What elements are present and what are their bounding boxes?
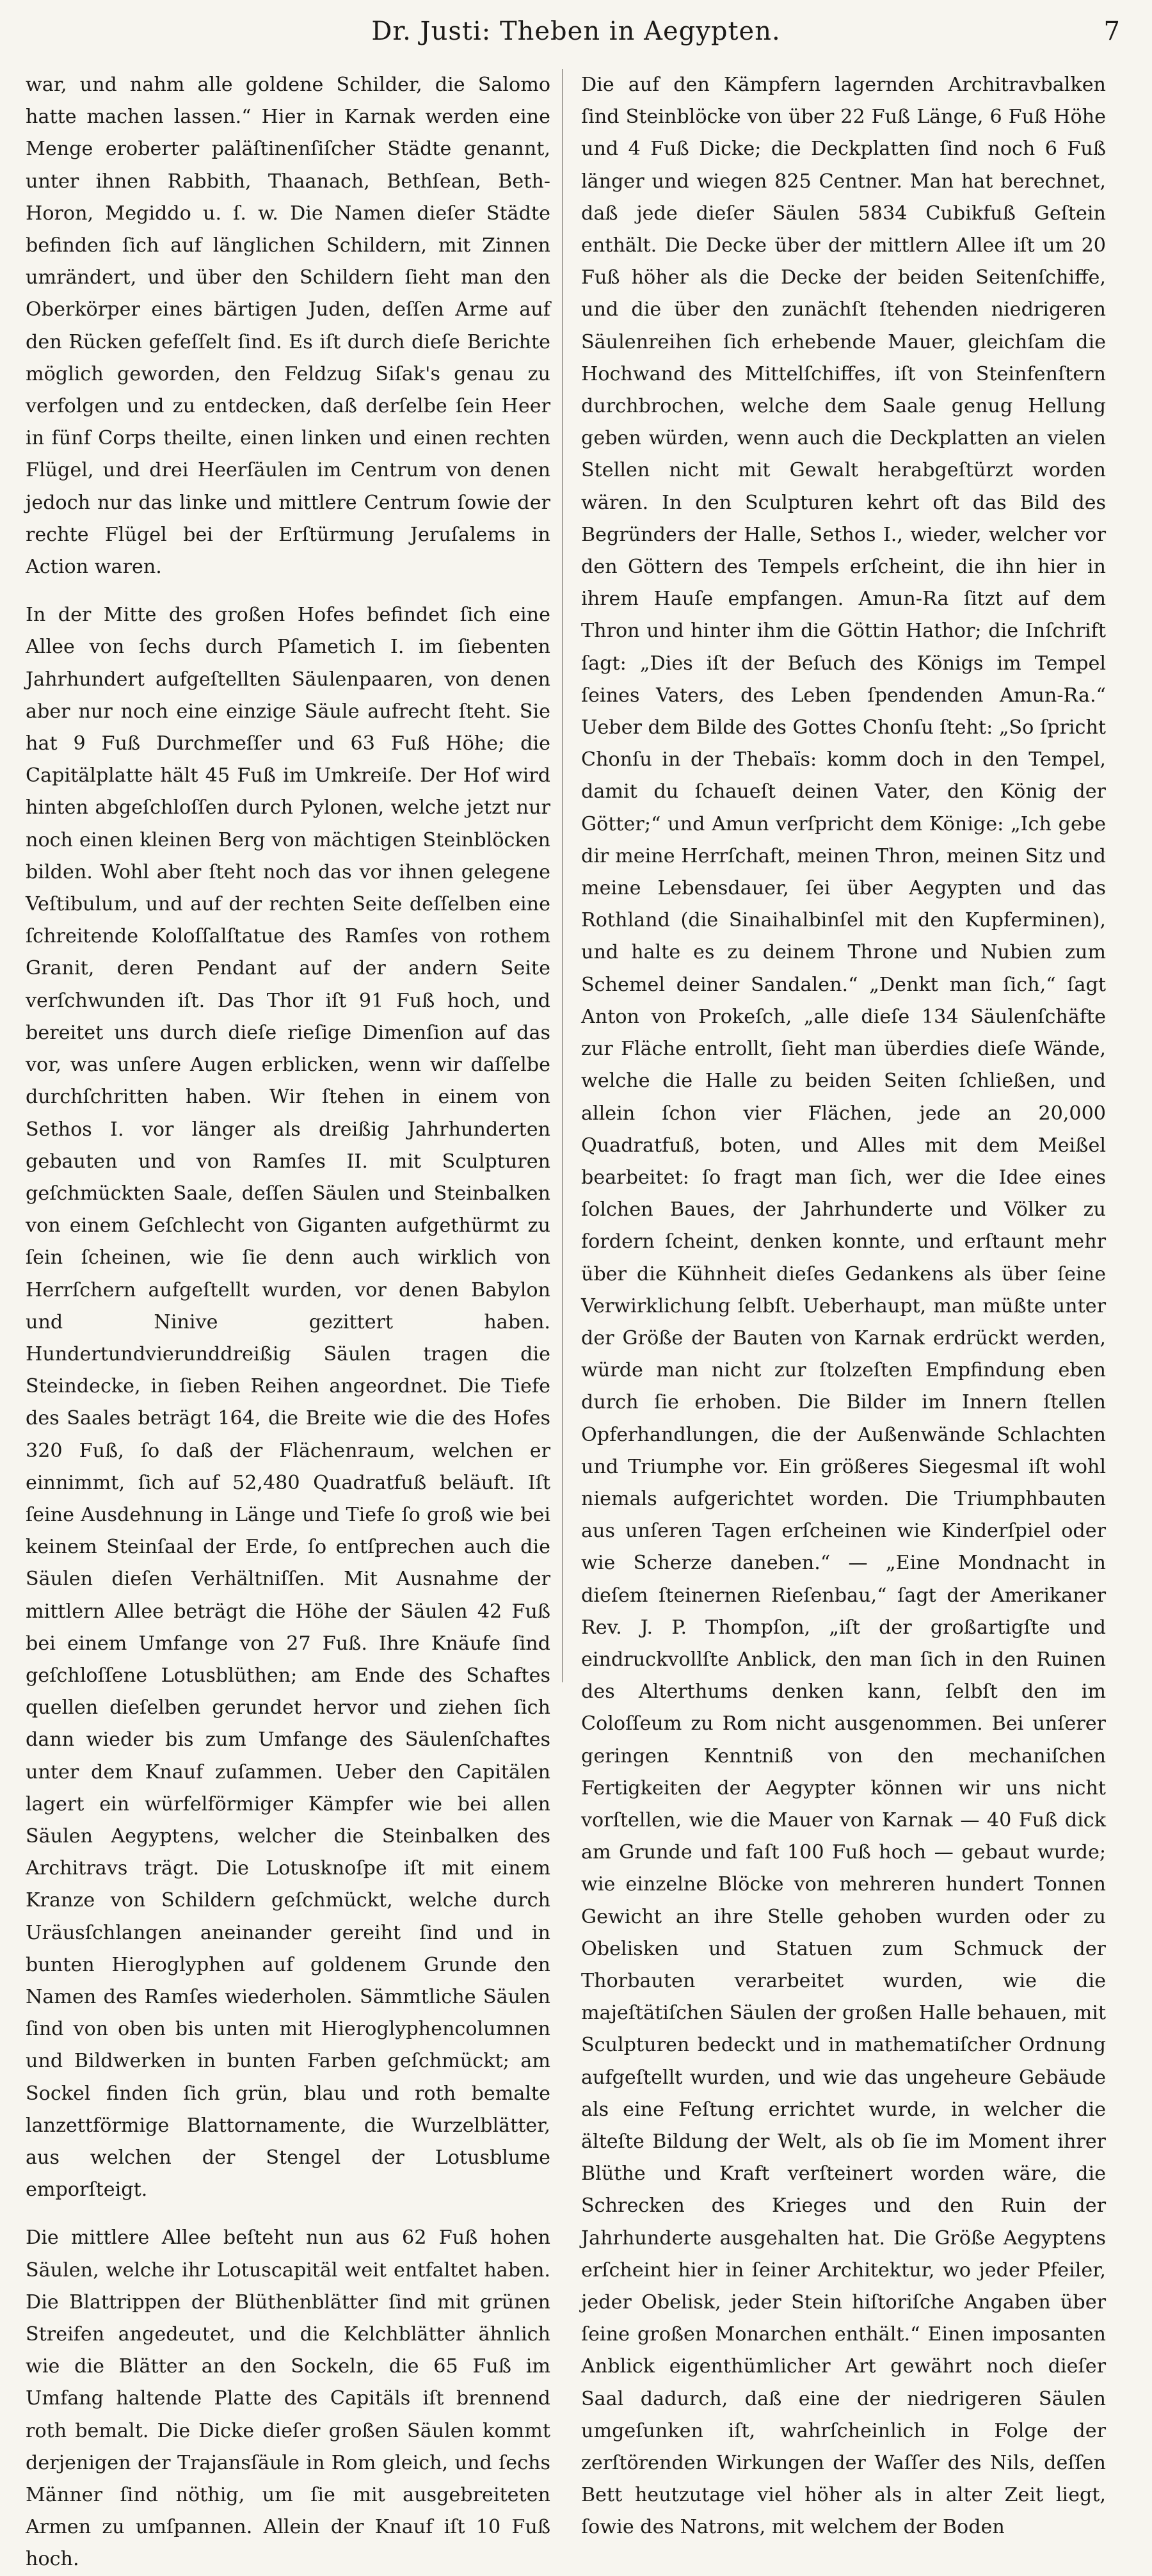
paragraph: In der Mitte des großen Hofes befindet ſich eine Allee von ſechs durch Pſametich I. im ſiebenten Jahrhundert aufgeſtellten Säulenpaaren, von denen aber nur noch eine einzige Säule aufrecht ſteht. Sie hat 9 Fuß Durchmeſſer und 63 Fuß Höhe; die Capitälplatte hält 45 Fuß im Umkreiſe. Der Hof wird hinten abgeſchloſſen durch Pylonen, welche jetzt nur noch einen kleinen Berg von mächtigen Steinblöcken bilden. Wohl aber ſteht noch das vor ihnen gelegene Veſtibulum, und auf der rechten Seite deſſelben eine ſchreitende Koloſſalſtatue des Ramſes von rothem Granit, deren Pendant auf der andern Seite verſchwunden iſt. Das Thor iſt 91 Fuß hoch, und bereitet uns durch dieſe rieſige Dimenſion auf das vor, was unſere Augen erblicken, wenn wir daſſelbe durchſchritten haben. Wir ſtehen in einem von Sethos I. vor länger als dreißig Jahrhunderten gebauten und von Ramſes II. mit Sculpturen geſchmückten Saale, deſſen Säulen und Steinbalken von einem Geſchlecht von Giganten aufgethürmt zu ſein ſcheinen, wie ſie denn auch wirklich von Herrſchern aufgeſtellt wurden, vor denen Babylon und Ninive gezittert haben. Hundertundvierunddreißig Säulen tragen die Steindecke, in ſieben Reihen angeordnet. Die Tiefe des Saales beträgt 164, die Breite wie die des Hofes 320 Fuß, ſo daß der Flächenraum, welchen er einnimmt, ſich auf 52,480 Quadratfuß beläuft. Iſt ſeine Ausdehnung in Länge und Tiefe ſo groß wie bei keinem Steinſaal der Erde, ſo entſprechen auch die Säulen dieſen Verhältniſſen. Mit Ausnahme der mittlern Allee beträgt die Höhe der Säulen 42 Fuß bei einem Umfange von 27 Fuß. Ihre Knäufe ſind geſchloſſene Lotusblüthen; am Ende des Schaftes quellen dieſelben gerundet hervor und ziehen ſich dann wieder bis zum Umfange des Säulenſchaftes unter dem Knauf zuſammen. Ueber den Capitälen lagert ein würfelförmiger Kämpfer wie bei allen Säulen Aegyptens, welcher die Steinbalken des Architravs trägt. Die Lotusknoſpe iſt mit einem Kranze von Schildern geſchmückt, welche durch Uräusſchlangen aneinander gereiht ſind und in bunten Hieroglyphen auf goldenem Grunde den Namen des Ramſes wiederholen. Sämmtliche Säulen ſind von oben bis unten mit Hieroglyphencolumnen und Bildwerken in bunten Farben geſchmückt; am Sockel finden ſich grün, blau und roth bemalte lanzettförmige Blattornamente, die Wurzelblätter, aus welchen der Stengel der Lotusblume emporſteigt.: [26, 604, 550, 2202]
right-column: [581, 69, 1106, 2544]
paragraph: war, und nahm alle goldene Schilder, die Salomo hatte machen lassen.“ Hier in Karnak werden eine Menge eroberter paläſtinenſiſcher Städte genannt, unter ihnen Rabbith, Thaanach, Bethſean, Beth-Horon, Megiddo u. ſ. w. Die Namen dieſer Städte befinden ſich auf länglichen Schildern, mit Zinnen umrändert, und über den Schildern ſieht man den Oberkörper eines bärtigen Juden, deſſen Arme auf den Rücken gefeſſelt ſind. Es iſt durch dieſe Berichte möglich geworden, den Feldzug Siſak's genau zu verfolgen und zu entdecken, daß derſelbe ſein Heer in fünf Corps theilte, einen linken und einen rechten Flügel, und drei Heerſäulen im Centrum von denen jedoch nur das linke und mittlere Centrum ſowie der rechte Flügel bei der Erſtürmung Jeruſalems in Action waren.: [26, 74, 550, 579]
running-title: Dr. Justi: Theben in Aegypten.: [371, 17, 781, 46]
left-column: [26, 69, 550, 2576]
column-divider: [562, 69, 563, 1682]
paragraph: Die auf den Kämpfern lagernden Architravbalken ſind Steinblöcke von über 22 Fuß Länge, 6 Fuß Höhe und 4 Fuß Dicke; die Deckplatten ſind noch 6 Fuß länger und wiegen 825 Centner. Man hat berechnet, daß jede dieſer Säulen 5834 Cubikfuß Geſtein enthält. Die Decke über der mittlern Allee iſt um 20 Fuß höher als die Decke der beiden Seitenſchiffe, und die über den zunächſt ſtehenden niedrigeren Säulenreihen ſich erhebende Mauer, gleichſam die Hochwand des Mittelſchiffes, iſt von Steinfenſtern durchbrochen, welche dem Saale genug Hellung geben würden, wenn auch die Deckplatten an vielen Stellen nicht mit Gewalt herabgeſtürzt worden wären. In den Sculpturen kehrt oft das Bild des Begründers der Halle, Sethos I., wieder, welcher vor den Göttern des Tempels erſcheint, die ihn hier in ihrem Hauſe empfangen. Amun-Ra ſitzt auf dem Thron und hinter ihm die Göttin Hathor; die Inſchrift ſagt: „Dies iſt der Beſuch des Königs im Tempel ſeines Vaters, des Leben ſpendenden Amun-Ra.“ Ueber dem Bilde des Gottes Chonſu ſteht: „So ſpricht Chonſu in der Thebaïs: komm doch in den Tempel, damit du ſchaueſt deinen Vater, den König der Götter;“ und Amun verſpricht dem Könige: „Ich gebe dir meine Herrſchaft, meinen Thron, meinen Sitz und meine Lebensdauer, ſei über Aegypten und das Rothland (die Sinaihalbinſel mit den Kupferminen), und halte es zu deinem Throne und Nubien zum Schemel deiner Sandalen.“ „Denkt man ſich,“ ſagt Anton von Prokeſch, „alle dieſe 134 Säulenſchäfte zur Fläche entrollt, ſieht man überdies dieſe Wände, welche die Halle zu beiden Seiten ſchließen, und allein ſchon vier Flächen, jede an 20,000 Quadratfuß, boten, und Alles mit dem Meißel bearbeitet: ſo fragt man ſich, wer die Idee eines ſolchen Baues, der Jahrhunderte und Völker zu fordern ſcheint, denken konnte, und erſtaunt mehr über die Kühnheit dieſes Gedankens als über ſeine Verwirklichung ſelbſt. Ueberhaupt, man müßte unter der Größe der Bauten von Karnak erdrückt werden, würde man nicht zur ſtolzeſten Empfindung eben durch ſie erhoben. Die Bilder im Innern ſtellen Opferhandlungen, die der Außenwände Schlachten und Triumphe vor. Ein größeres Siegesmal iſt wohl niemals aufgerichtet worden. Die Triumphbauten aus unſeren Tagen erſcheinen wie Kinderſpiel oder wie Scherze daneben.“ — „Eine Mondnacht in dieſem ſteinernen Rieſenbau,“ ſagt der Amerikaner Rev. J. P. Thompſon, „iſt der großartigſte und eindruckvollſte Anblick, den man ſich in den Ruinen des Alterthums denken kann, ſelbſt den im Coloſſeum zu Rom nicht ausgenommen. Bei unſerer geringen Kenntniß von den mechaniſchen Fertigkeiten der Aegypter können wir uns nicht vorſtellen, wie die Mauer von Karnak — 40 Fuß dick am Grunde und faſt 100 Fuß hoch — gebaut wurde; wie einzelne Blöcke von mehreren hundert Tonnen Gewicht an ihre Stelle gehoben wurden oder zu Obelisken und Statuen zum Schmuck der Thorbauten verarbeitet wurden, wie die majeſtätiſchen Säulen der großen Halle behauen, mit Sculpturen bedeckt und in mathematiſcher Ordnung aufgeſtellt wurden, und wie das ungeheure Gebäude als eine Feſtung errichtet wurde, in welcher die älteſte Bildung der Welt, als ob ſie im Moment ihrer Blüthe und Kraft verſteinert worden wäre, die Schrecken des Krieges und den Ruin der Jahrhunderte ausgehalten hat. Die Größe Aegyptens erſcheint hier in ſeiner Architektur, wo jeder Pfeiler, jeder Obelisk, jeder Stein hiſtoriſche Angaben über ſeine großen Monarchen enthält.“ Einen imposanten Anblick eigenthümlicher Art gewährt noch dieſer Saal dadurch, daß eine der niedrigeren Säulen umgeſunken iſt, wahrſcheinlich in Folge der zerſtörenden Wirkungen der Waſſer des Nils, deſſen Bett heutzutage viel höher als in alter Zeit liegt, ſowie des Natrons, mit welchem der Boden: [581, 74, 1107, 2539]
page-number: 7: [1103, 17, 1120, 46]
paragraph: Die mittlere Allee beſteht nun aus 62 Fuß hohen Säulen, welche ihr Lotuscapitäl weit entfaltet haben. Die Blattrippen der Blüthenblätter ſind mit grünen Streifen angedeutet, und die Kelchblätter ähnlich wie die Blätter an den Sockeln, die 65 Fuß im Umfang haltende Platte des Capitäls iſt brennend roth bemalt. Die Dicke dieſer großen Säulen kommt derjenigen der Trajansſäule in Rom gleich, und ſechs Männer ſind nöthig, um ſie mit ausgebreiteten Armen zu umſpannen. Allein der Knauf iſt 10 Fuß hoch.: [26, 2226, 550, 2571]
running-head: [26, 14, 1126, 52]
